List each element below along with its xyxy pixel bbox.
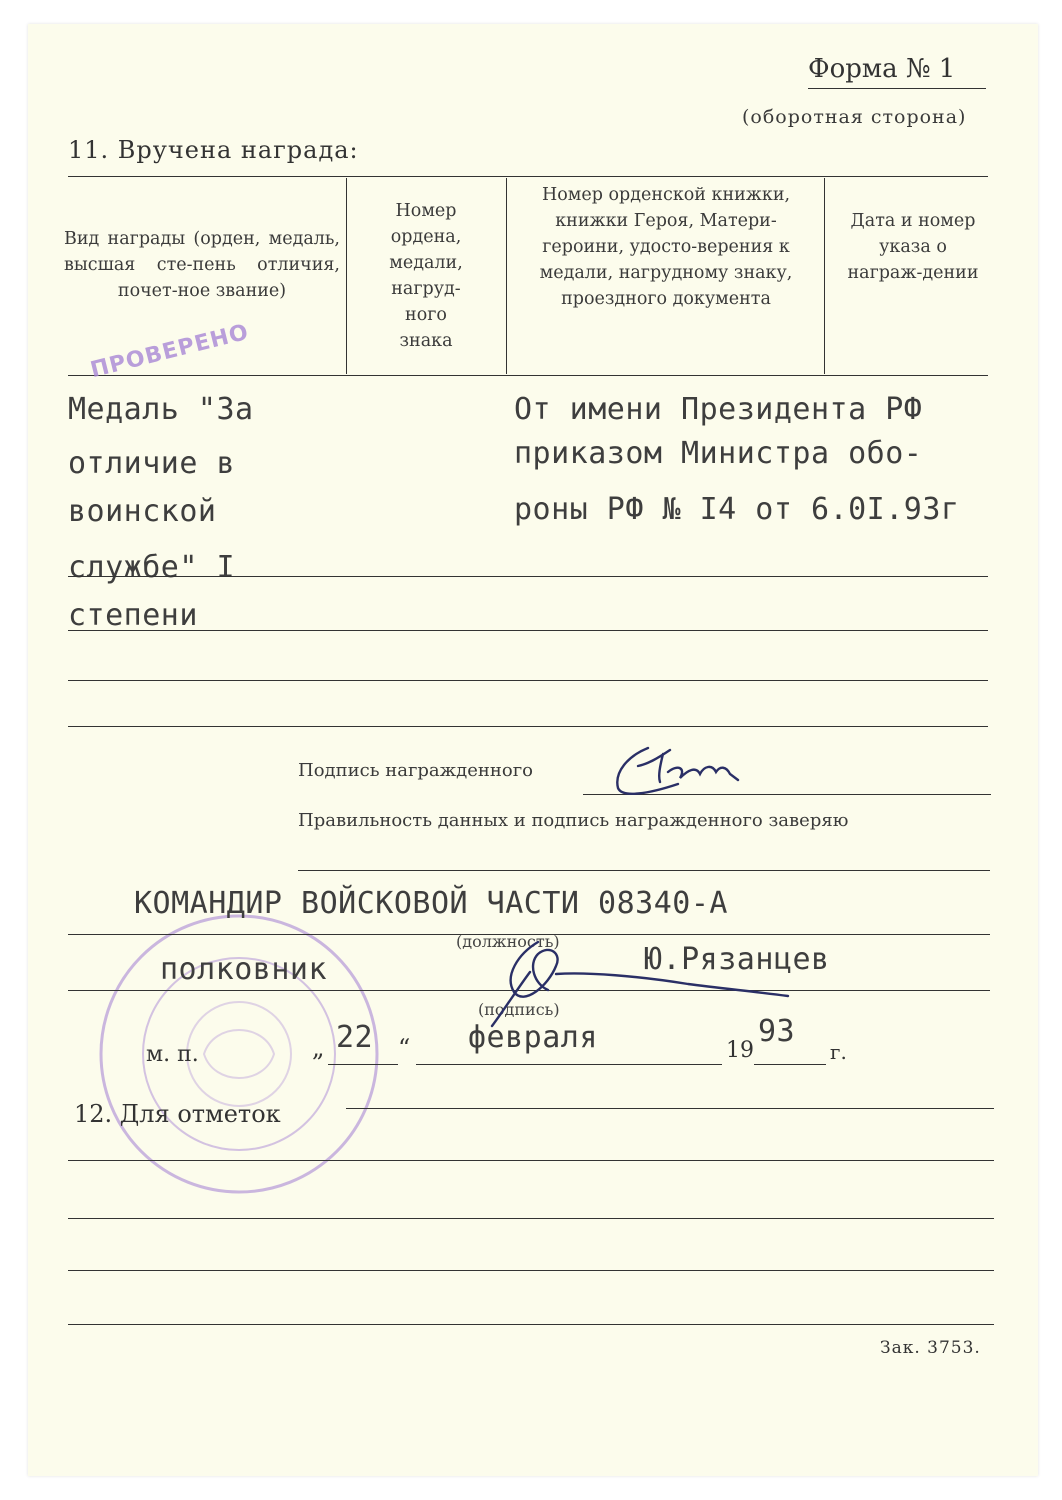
form-number: Форма № 1: [808, 54, 956, 84]
date-day: 22: [336, 1020, 374, 1055]
date-year-mark: г.: [830, 1040, 847, 1064]
column-header-award-number: Номер ордена, медали, нагруд-ного знака: [389, 201, 463, 351]
checked-stamp: ПРОВЕРЕНО: [88, 319, 252, 384]
table-top-border: [68, 176, 988, 177]
certify-line: [298, 870, 990, 871]
notes-line: [68, 1324, 994, 1325]
table-row-line: [68, 576, 988, 577]
notes-line: [68, 1270, 994, 1271]
date-month-line: [416, 1064, 722, 1065]
award-line-4: службе" I: [68, 550, 236, 585]
position-text: КОМАНДИР ВОЙСКОВОЙ ЧАСТИ 08340-А: [134, 886, 728, 921]
recipient-signature: [608, 736, 788, 806]
column-header-decree-date: Дата и номер указа о награж-дении: [847, 211, 979, 283]
date-month: февраля: [468, 1020, 598, 1055]
notes-line: [68, 1160, 994, 1161]
order-line-2: приказом Министра обо-: [514, 436, 923, 471]
table-row-line: [68, 726, 988, 727]
section-12-title: 12. Для отметок: [74, 1100, 281, 1128]
commander-signature: [438, 914, 798, 1034]
name-text: Ю.Рязанцев: [644, 942, 830, 977]
date-year-prefix: 19: [726, 1038, 754, 1063]
column-header-award-type: Вид награды (орден, медаль, высшая сте-пень отличия, почет-ное звание): [64, 229, 340, 301]
rank-text: полковник: [160, 952, 328, 987]
date-open-quote: „: [312, 1034, 325, 1062]
recipient-signature-label: Подпись награжденного: [298, 760, 534, 781]
date-year-suffix: 93: [758, 1014, 796, 1049]
signature-caption: (подпись): [478, 1000, 560, 1019]
order-number: Зак. 3753.: [880, 1338, 981, 1358]
award-line-5: степени: [68, 598, 198, 633]
table-header-bottom-border: [68, 375, 988, 376]
column-header-book-number: Номер орденской книжки, книжки Героя, Матери-героини, удосто-верения к медали, нагрудному знаку, проездного документа: [539, 185, 793, 309]
date-year-line: [754, 1064, 826, 1065]
date-day-line: [328, 1064, 398, 1065]
form-page: [28, 24, 1038, 1476]
notes-line: [68, 1218, 994, 1219]
order-line-1: От имени Президента РФ: [514, 392, 923, 427]
section-11-title: 11. Вручена награда:: [68, 136, 359, 164]
award-line-3: воинской: [68, 494, 217, 529]
position-caption: (должность): [456, 932, 560, 951]
award-line-1: Медаль "За: [68, 392, 254, 427]
certify-label: Правильность данных и подпись награжденного заверяю: [298, 810, 849, 831]
table-col-divider-3: [824, 178, 825, 374]
notes-line: [346, 1108, 994, 1109]
reverse-side-label: (оборотная сторона): [742, 106, 967, 128]
award-line-2: отличие в: [68, 446, 236, 481]
form-number-underline: [808, 88, 986, 89]
date-close-quote: “: [398, 1034, 411, 1062]
mp-label: м. п.: [146, 1042, 199, 1067]
table-col-divider-1: [346, 178, 347, 374]
table-row-line: [68, 630, 988, 631]
table-col-divider-2: [506, 178, 507, 374]
order-line-3: роны РФ № I4 от 6.0I.93г: [514, 492, 960, 527]
table-row-line: [68, 680, 988, 681]
